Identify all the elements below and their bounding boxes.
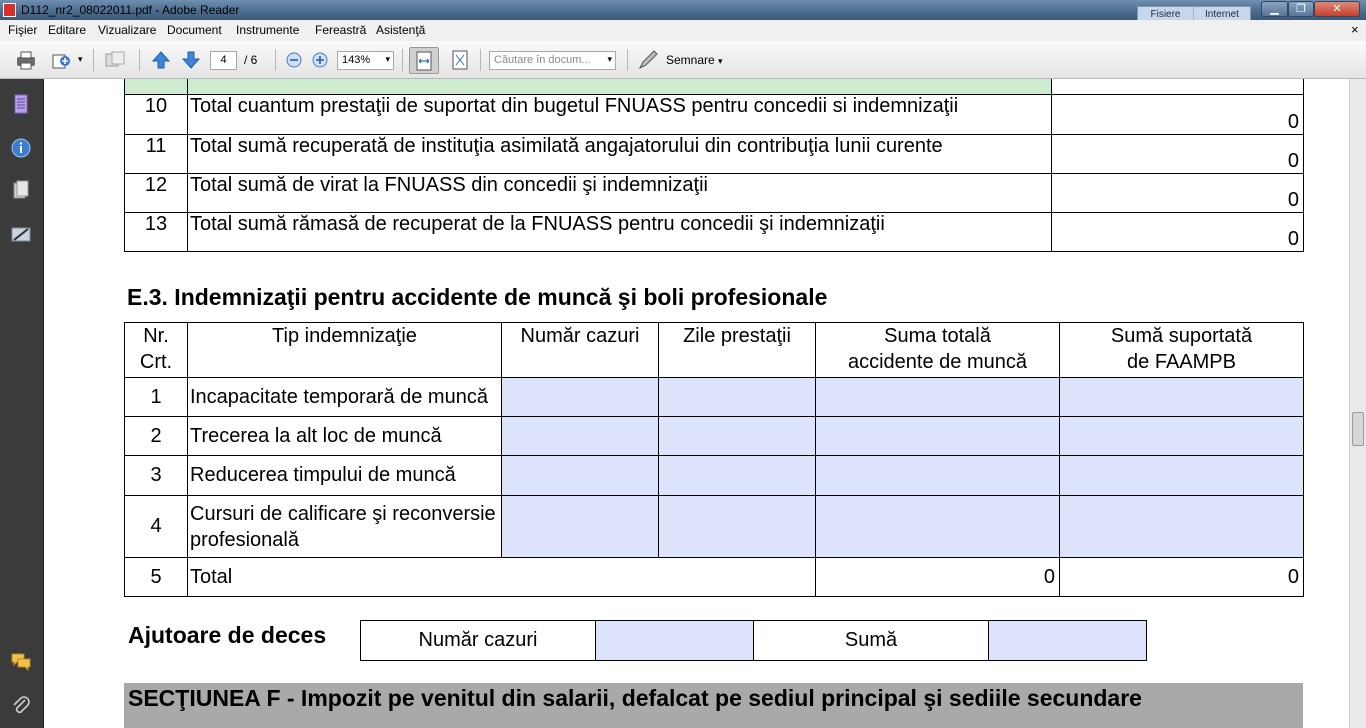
page-number-input[interactable]: 4 (210, 51, 237, 70)
table-row (361, 621, 1147, 661)
row-label: Total cuantum prestaţii de suportat din bugetul FNUASS pentru concedii si indemnizaţii (188, 95, 1052, 135)
row-label-line2: profesională (190, 528, 299, 551)
close-button[interactable] (1314, 1, 1360, 17)
adobe-reader-icon (3, 3, 16, 17)
section-e3-title: E.3. Indemnizaţii pentru accidente de muncă şi boli profesionale (127, 284, 828, 310)
suma-suportata-input[interactable] (1060, 496, 1304, 558)
ajutoare-cazuri-label: Număr cazuri (361, 621, 596, 661)
separator (275, 49, 276, 71)
table-row (125, 213, 1304, 252)
table-row (125, 456, 1304, 496)
signatures-icon[interactable] (10, 223, 32, 245)
table-row (125, 378, 1304, 417)
total-suma-suportata[interactable]: 0 (1060, 558, 1304, 597)
total-pages: / 6 (244, 53, 258, 67)
fit-width-button[interactable] (409, 47, 439, 74)
ajutoare-cazuri-input[interactable] (596, 621, 754, 661)
menu-vizualizare[interactable]: Vizualizare (98, 23, 157, 37)
suma-totala-input[interactable] (816, 378, 1060, 417)
search-input[interactable] (489, 51, 616, 70)
minimize-button[interactable] (1261, 1, 1288, 17)
attachment-clip-icon[interactable] (10, 694, 32, 716)
table-row (125, 417, 1304, 456)
header-suma-totala (816, 323, 1060, 378)
header-suma-line2: accidente de muncă (847, 351, 1027, 373)
header-suportata-line2: de FAAMPB (1127, 351, 1236, 373)
previous-page-icon[interactable] (150, 49, 172, 71)
row-number: 10 (125, 95, 188, 135)
search-placeholder: Căutare în docum... (494, 54, 591, 66)
row-number: 3 (125, 456, 188, 496)
header-zile: Zile prestaţii (659, 323, 816, 378)
separator (402, 49, 403, 71)
header-suportata-line1: Sumă suportată (1110, 325, 1253, 347)
table-row (125, 135, 1304, 174)
row-value[interactable]: 0 (1052, 213, 1304, 252)
suma-suportata-input[interactable] (1060, 456, 1304, 496)
fit-width-icon (414, 51, 434, 71)
cazuri-input[interactable] (502, 378, 659, 417)
table-cell (125, 79, 188, 95)
chevron-down-icon: ▾ (718, 56, 723, 66)
ajutoare-title: Ajutoare de deces (128, 622, 327, 648)
table-total-row (125, 558, 1304, 597)
cazuri-input[interactable] (502, 417, 659, 456)
ajutoare-suma-label: Sumă (754, 621, 989, 661)
zile-input[interactable] (659, 456, 816, 496)
separator (627, 49, 628, 71)
suma-totala-input[interactable] (816, 496, 1060, 558)
row-value[interactable]: 0 (1052, 95, 1304, 135)
zoom-select[interactable] (337, 51, 394, 70)
window-title: D112_nr2_08022011.pdf - Adobe Reader (21, 3, 240, 17)
cazuri-input[interactable] (502, 496, 659, 558)
next-page-icon[interactable] (180, 49, 202, 71)
menu-fisier[interactable]: Fişier (8, 23, 38, 37)
row-label: Total sumă rămasă de recuperat de la FNUASS pentru concedii şi indemnizaţii (188, 213, 1052, 252)
row-value[interactable]: 0 (1052, 174, 1304, 213)
ajutoare-suma-input[interactable] (989, 621, 1147, 661)
table-cell (1052, 79, 1304, 95)
table-row (125, 95, 1304, 135)
row-value[interactable]: 0 (1052, 135, 1304, 174)
row-label: Reducerea timpului de muncă (188, 456, 502, 496)
share-icon[interactable] (50, 49, 72, 71)
close-document-icon[interactable]: × (1351, 22, 1359, 37)
table-header-row (125, 323, 1304, 378)
row-label-line1: Cursuri de calificare şi reconversie (190, 502, 496, 525)
share-dropdown-icon[interactable]: ▾ (78, 54, 83, 64)
zile-input[interactable] (659, 496, 816, 558)
menu-fereastra[interactable]: Fereastră (315, 23, 367, 37)
mini-tab-fisiere[interactable]: Fisiere (1138, 7, 1194, 53)
maximize-button[interactable] (1288, 1, 1314, 17)
collaborate-icon[interactable] (104, 49, 126, 71)
header-nr-line1: Nr. (143, 325, 169, 347)
row-number: 11 (125, 135, 188, 174)
pages-icon[interactable] (10, 93, 32, 115)
menu-instrumente[interactable]: Instrumente (236, 23, 300, 37)
header-cazuri: Număr cazuri (502, 323, 659, 378)
comments-icon[interactable] (10, 650, 32, 672)
header-nr (125, 323, 188, 378)
row-label: Total sumă de virat la FNUASS din concedii şi indemnizaţii (188, 174, 1052, 213)
toolbar (0, 41, 1366, 79)
menu-editare[interactable]: Editare (48, 23, 87, 37)
sign-label: Semnare (666, 53, 715, 67)
sign-button[interactable] (666, 53, 723, 67)
zoom-in-icon[interactable] (311, 51, 329, 69)
section-f-title: SECŢIUNEA F - Impozit pe venitul din salarii, defalcat pe sediul principal şi sediile secundare (128, 685, 1142, 711)
document-page (44, 79, 1349, 728)
attachments-icon[interactable] (10, 179, 32, 201)
table-row (125, 79, 1304, 95)
header-tip: Tip indemnizaţie (188, 323, 502, 378)
maximize-icon: ❐ (1296, 2, 1306, 15)
row-number: 1 (125, 378, 188, 417)
menu-document[interactable]: Document (167, 23, 222, 37)
chevron-down-icon: ▾ (385, 54, 390, 64)
scrollbar-thumb[interactable] (1352, 412, 1364, 446)
cazuri-input[interactable] (502, 456, 659, 496)
row-label (188, 496, 502, 558)
row-number: 2 (125, 417, 188, 456)
zile-input[interactable] (659, 417, 816, 456)
separator (480, 49, 481, 71)
print-icon[interactable] (15, 49, 37, 71)
suma-totala-input[interactable] (816, 417, 1060, 456)
table-cell (188, 79, 1052, 95)
suma-suportata-input[interactable] (1060, 378, 1304, 417)
row-label: Trecerea la alt loc de muncă (188, 417, 502, 456)
table-concedii (124, 79, 1304, 252)
zoom-value: 143% (342, 54, 371, 66)
table-row (125, 496, 1304, 558)
table-e3 (124, 322, 1304, 597)
total-suma-totala[interactable]: 0 (816, 558, 1060, 597)
close-icon: ✕ (1332, 2, 1342, 15)
row-number: 13 (125, 213, 188, 252)
total-label: Total (188, 558, 816, 597)
table-ajutoare (360, 620, 1147, 661)
table-row (125, 174, 1304, 213)
separator (93, 49, 94, 71)
header-nr-line2: Crt. (139, 351, 173, 373)
minimize-icon: ▁ (1270, 2, 1279, 15)
info-icon[interactable] (10, 137, 32, 159)
vertical-scrollbar[interactable] (1349, 79, 1366, 728)
suma-suportata-input[interactable] (1060, 417, 1304, 456)
menu-bar (0, 20, 1366, 41)
row-number: 12 (125, 174, 188, 213)
header-suportata (1060, 323, 1304, 378)
row-label: Incapacitate temporară de muncă (188, 378, 502, 417)
zile-input[interactable] (659, 378, 816, 417)
row-number: 4 (125, 496, 188, 558)
menu-asistenta[interactable]: Asistenţă (376, 23, 426, 37)
row-number: 5 (125, 558, 188, 597)
navigation-pane (0, 79, 44, 728)
pen-sign-icon[interactable] (637, 49, 659, 71)
suma-totala-input[interactable] (816, 456, 1060, 496)
row-label: Total sumă recuperată de instituţia asimilată angajatorului din contribuţia lunii curente (188, 135, 1052, 174)
separator (139, 49, 140, 71)
mini-tab-internet[interactable]: Internet (1205, 9, 1239, 20)
header-suma-line1: Suma totală (884, 325, 991, 347)
fit-page-icon[interactable] (449, 49, 471, 71)
chevron-down-icon: ▾ (607, 54, 612, 64)
zoom-out-icon[interactable] (285, 51, 303, 69)
